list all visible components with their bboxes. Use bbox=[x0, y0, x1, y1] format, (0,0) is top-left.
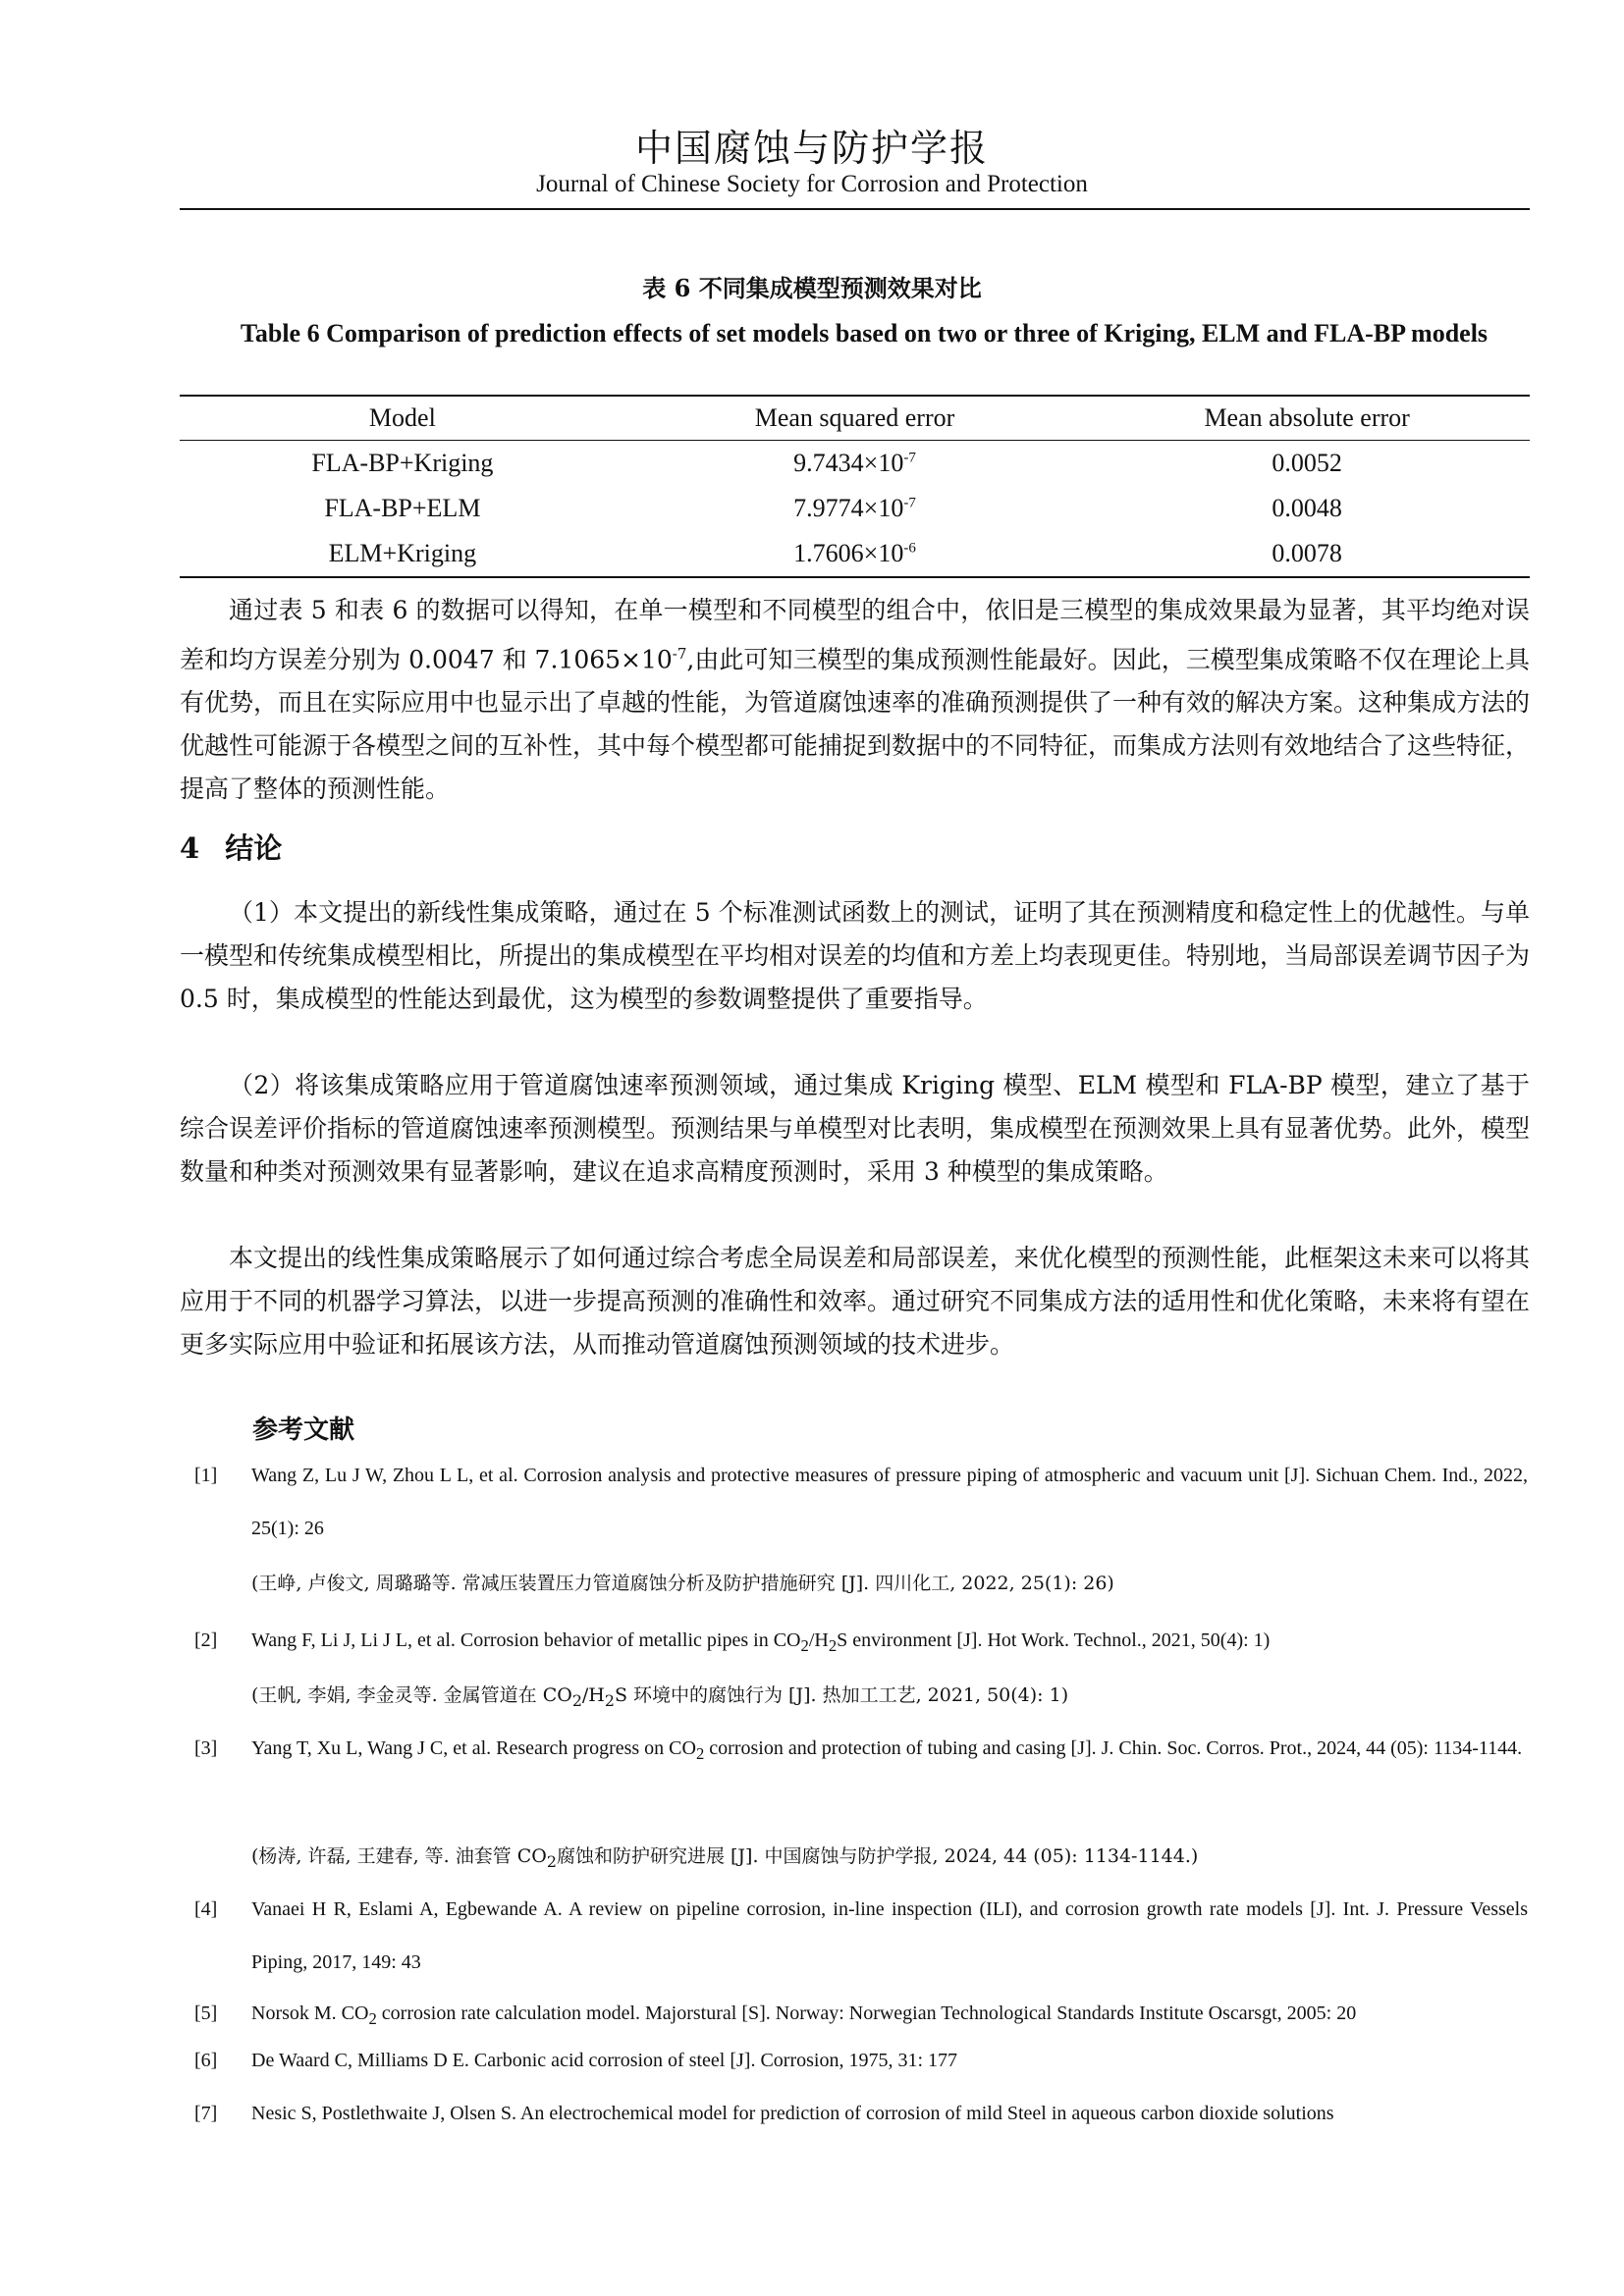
reference-item: [6] De Waard C, Milliams D E. Carbonic acid corrosion of steel [J]. Corrosion, 1975, 31: 177 bbox=[194, 2050, 958, 2071]
paragraph-conclusion-1: （1）本文提出的新线性集成策略，通过在 5 个标准测试函数上的测试，证明了其在预测精度和稳定性上的优越性。与单一模型和传统集成模型相比，所提出的集成模型在平均相对误差的均值和方差上均表现更佳。特别地，当局部误差调节因子为 0.5 时，集成模型的性能达到最优，这为模型的参数调整提供了重要指导。 bbox=[180, 898, 1531, 1013]
journal-title-cn: 中国腐蚀与防护学报 bbox=[634, 127, 989, 170]
col-header-mse: Mean squared error bbox=[625, 396, 1085, 441]
table-header-row bbox=[180, 396, 1530, 441]
cell-model: FLA-BP+ELM bbox=[324, 494, 481, 522]
table-row bbox=[180, 441, 1530, 487]
cell-mae: 0.0048 bbox=[1272, 494, 1342, 522]
cell-mse: $1.7606\times 10^{-6}$ bbox=[625, 531, 1085, 577]
col-header-mae: Mean absolute error bbox=[1084, 396, 1530, 441]
header-divider bbox=[180, 208, 1530, 210]
cell-model: FLA-BP+Kriging bbox=[311, 449, 494, 477]
journal-title-en: Journal of Chinese Society for Corrosion and Protection bbox=[536, 171, 1088, 197]
reference-item: [7] Nesic S, Postlethwaite J, Olsen S. An electrochemical model for prediction of corrosion of mild Steel in aqueous carbon dioxide solutions bbox=[194, 2103, 1334, 2124]
reference-item: [2] Wang F, Li J, Li J L, et al. Corrosion behavior of metallic pipes in $CO_2/H_2S$ environment [J]. Hot Work. Technol., 2021, 50(4): 1) (王帆, 李娟, 李金灵等. 金属管道在 $CO_2/H_2S$ 环境中的腐蚀行为 [J]. 热加工工艺, 2021, 50(4): 1) bbox=[194, 1629, 1271, 1710]
cell-mse: $9.7434\times 10^{-7}$ bbox=[793, 449, 916, 477]
reference-item: [4] Vanaei H R, Eslami A, Egbewande A. A review on pipeline corrosion, in-line inspection (ILI), and corrosion growth rate models [J]. Int. J. Pressure Vessels Piping, 2017, 149: 43 bbox=[194, 1898, 1528, 1973]
cell-mae: 0.0052 bbox=[1272, 449, 1342, 477]
paragraph-results: 通过表 5 和表 6 的数据可以得知，在单一模型和不同模型的组合中，依旧是三模型的集成效果最为显著，其平均绝对误差和均方误差分别为 0.0047 和 $7.1065\times 10^{-7}$,由此可知三模型的集成预测性能最好。因此，三模型集成策略不仅在理论上具有优势，而且在实际应用中也显示出了卓越的性能，为管道腐蚀速率的准确预测提供了一种有效的解决方案。这种集成方法的优越性可能源于各模型之间的互补性，其中每个模型都可能捕捉到数据中的不同特征，而集成方法则有效地结合了这些特征，提高了整体的预测性能。 bbox=[180, 596, 1531, 804]
cell-mse: $7.9774\times 10^{-7}$ bbox=[793, 494, 916, 522]
table-caption-en: Table 6 Comparison of prediction effects of set models based on two or three of Kriging, ELM and FLA-BP models bbox=[240, 319, 1489, 347]
cell-mae: 0.0078 bbox=[1084, 531, 1530, 577]
cell-model: ELM+Kriging bbox=[180, 531, 625, 577]
paragraph-conclusion-2: （2）将该集成策略应用于管道腐蚀速率预测领域，通过集成 Kriging 模型、ELM 模型和 FLA-BP 模型，建立了基于综合误差评价指标的管道腐蚀速率预测模型。预测结果与单模型对比表明，集成模型在预测效果上具有显著优势。此外，模型数量和种类对预测效果有显著影响，建议在追求高精度预测时，采用 3 种模型的集成策略。 bbox=[180, 1071, 1531, 1186]
reference-item: [5] Norsok M. $CO_2$ corrosion rate calculation model. Majorstural [S]. Norway: Norwegian Technological Standards Institute Oscarsgt, 2005: 20 bbox=[194, 2002, 1357, 2028]
col-header-model: Model bbox=[180, 396, 625, 441]
table-caption-cn: 表 6 不同集成模型预测效果对比 bbox=[642, 274, 982, 302]
references-heading: 参考文献 bbox=[252, 1415, 355, 1445]
reference-item: [3] Yang T, Xu L, Wang J C, et al. Research progress on $CO_2$ corrosion and protection of tubing and casing [J]. J. Chin. Soc. Corros. Prot., 2024, 44 (05): 1134-1144. (杨涛, 许磊, 王建春, 等. 油套管 $CO_2$腐蚀和防护研究进展 [J]. 中国腐蚀与防护学报, 2024, 44 (05): 1134-1144.) bbox=[194, 1737, 1523, 1871]
table-row bbox=[180, 531, 1530, 577]
table-row bbox=[180, 486, 1530, 531]
section-heading-conclusion: 4 结论 bbox=[180, 831, 283, 865]
results-table bbox=[180, 395, 1530, 578]
reference-item: [1] Wang Z, Lu J W, Zhou L L, et al. Corrosion analysis and protective measures of pressure piping of atmospheric and vacuum unit [J]. Sichuan Chem. Ind., 2022, 25(1): 26 (王峥, 卢俊文, 周璐璐等. 常减压装置压力管道腐蚀分析及防护措施研究 [J]. 四川化工, 2022, 25(1): 26) bbox=[194, 1465, 1528, 1594]
paragraph-outlook: 本文提出的线性集成策略展示了如何通过综合考虑全局误差和局部误差，来优化模型的预测性能，此框架这未来可以将其应用于不同的机器学习算法，以进一步提高预测的准确性和效率。通过研究不同集成方法的适用性和优化策略，未来将有望在更多实际应用中验证和拓展该方法，从而推动管道腐蚀预测领域的技术进步。 bbox=[180, 1244, 1531, 1359]
